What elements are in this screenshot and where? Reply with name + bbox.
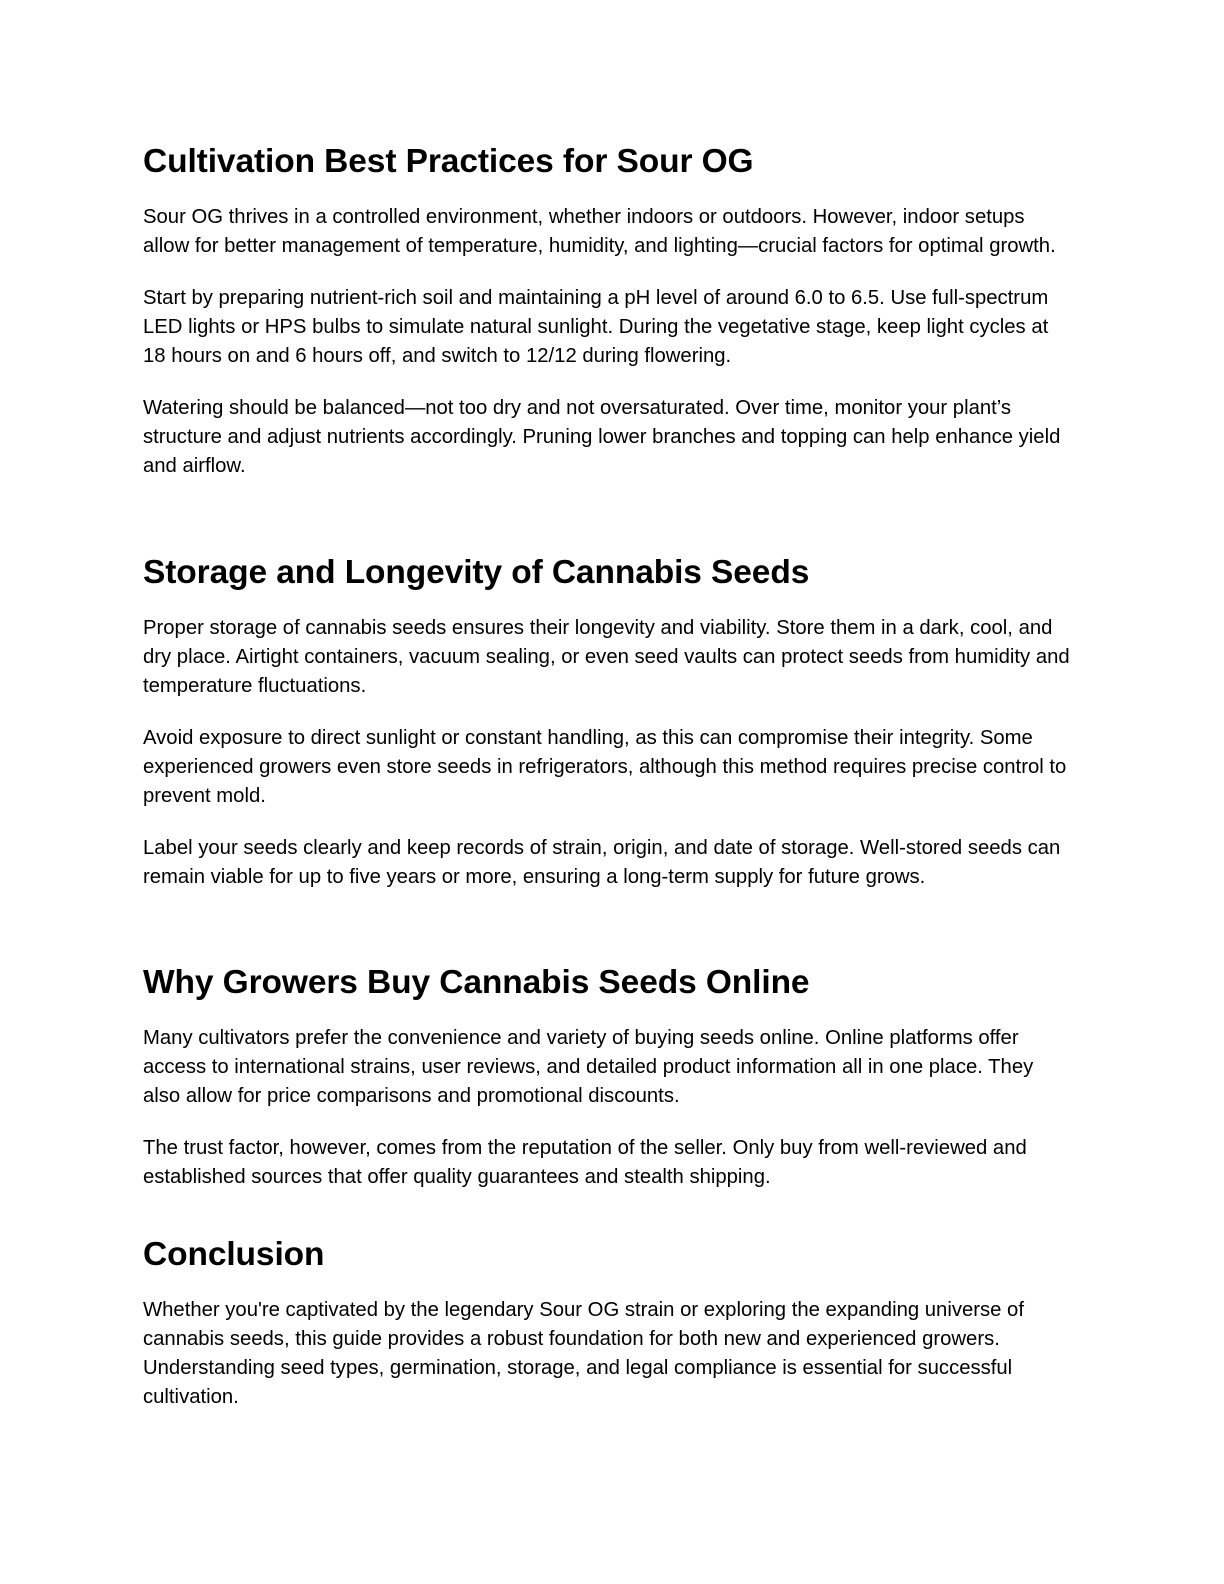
paragraph: Label your seeds clearly and keep records of strain, origin, and date of storage. Well-stored seeds can remain viable for up to five years or more, ensuring a long-term supply for future grows. [143,837,1061,888]
section-heading: Conclusion [143,1236,325,1273]
paragraph: Watering should be balanced—not too dry and not oversaturated. Over time, monitor your plant’s structure and adjust nutrients accordingly. Pruning lower branches and topping can help enhance yield and airflow. [143,397,1061,477]
section-heading: Cultivation Best Practices for Sour OG [143,143,754,180]
paragraph: Sour OG thrives in a controlled environment, whether indoors or outdoors. However, indoor setups allow for better management of temperature, humidity, and lighting—crucial factors for optimal growth. [143,206,1056,257]
paragraph: Many cultivators prefer the convenience and variety of buying seeds online. Online platforms offer access to international strains, user reviews, and detailed product information all in one place. They also allow for price comparisons and promotional discounts. [143,1027,1034,1107]
section-buy-online [143,960,1073,1215]
paragraph: Start by preparing nutrient-rich soil and maintaining a pH level of around 6.0 to 6.5. Use full-spectrum LED lights or HPS bulbs to simulate natural sunlight. During the vegetative stage, keep light cycles at 18 hours on and 6 hours off, and switch to 12/12 during flowering. [143,287,1049,367]
section-heading: Storage and Longevity of Cannabis Seeds [143,554,810,591]
paragraph: Whether you're captivated by the legendary Sour OG strain or exploring the expanding universe of cannabis seeds, this guide provides a robust foundation for both new and experienced growers. Understanding seed types, germination, storage, and legal compliance is essential for successful cultivation. [143,1299,1024,1408]
section-storage [143,550,1073,915]
paragraph: The trust factor, however, comes from the reputation of the seller. Only buy from well-reviewed and established sources that offer quality guarantees and stealth shipping. [143,1137,1027,1188]
paragraph: Proper storage of cannabis seeds ensures their longevity and viability. Store them in a dark, cool, and dry place. Airtight containers, vacuum sealing, or even seed vaults can protect seeds from humidity and temperature fluctuations. [143,617,1070,697]
paragraph: Avoid exposure to direct sunlight or constant handling, as this can compromise their integrity. Some experienced growers even store seeds in refrigerators, although this method requires precise control to prevent mold. [143,727,1067,807]
section-heading: Why Growers Buy Cannabis Seeds Online [143,964,810,1001]
section-conclusion [143,1232,1073,1435]
section-cultivation [143,139,1073,504]
